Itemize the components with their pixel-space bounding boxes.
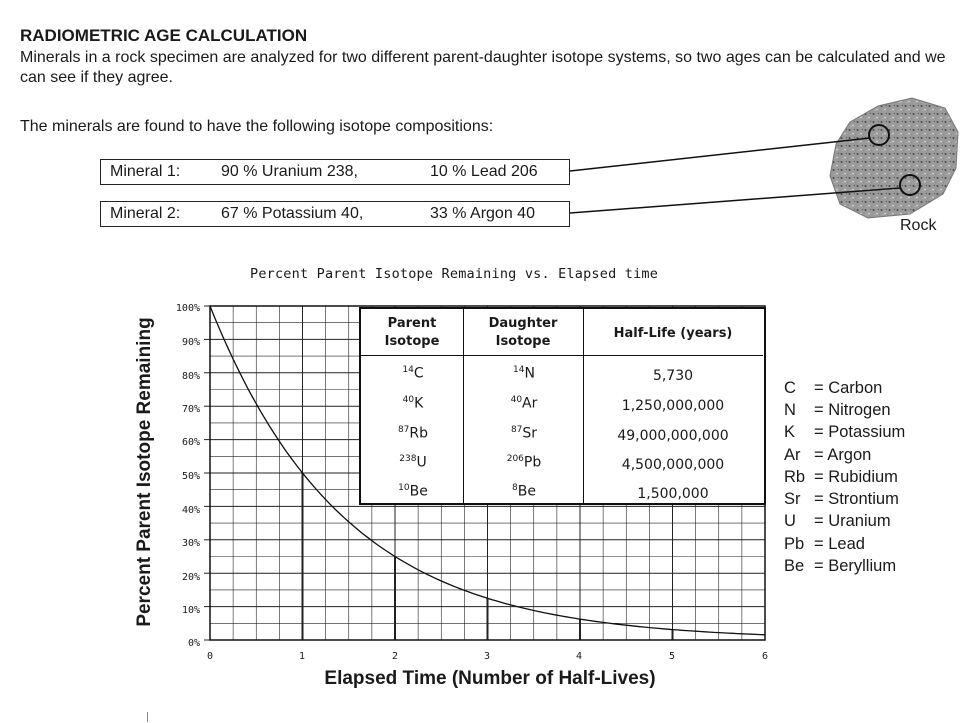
element-key-row <box>784 490 899 509</box>
lead-text: The minerals are found to have the following isotope compositions: <box>20 118 494 135</box>
element-key-row <box>784 401 891 420</box>
x-tick-label: 5 <box>668 651 676 662</box>
element-key-row <box>784 557 896 576</box>
mineral-2-label: Mineral 2: <box>110 205 181 222</box>
element-key-row <box>784 468 898 487</box>
header-daughter-line2: Isotope <box>495 334 551 349</box>
mineral-1-label: Mineral 1: <box>110 163 181 180</box>
element-key-row <box>784 446 871 465</box>
page-title: RADIOMETRIC AGE CALCULATION <box>20 26 308 45</box>
element-symbol: Sr <box>784 490 801 508</box>
element-key-row <box>784 423 905 442</box>
rock-shape <box>830 98 958 218</box>
daughter-isotope: $^{40}$Ar <box>510 395 538 412</box>
y-tick-label: 30% <box>181 538 200 549</box>
mineral-1-daughter: 10 % Lead 206 <box>430 163 538 180</box>
parent-isotope: $^{14}$C <box>402 365 424 382</box>
half-life-value: 4,500,000,000 <box>621 457 725 473</box>
mineral-2-parent: 67 % Potassium 40, <box>221 205 364 222</box>
parent-isotope: $^{87}$Rb <box>397 425 429 442</box>
y-tick-label: 40% <box>181 505 200 516</box>
parent-isotope: $^{238}$U <box>399 454 427 471</box>
element-symbol: K <box>784 423 796 441</box>
chart-title: Percent Parent Isotope Remaining vs. Elapsed time <box>250 266 659 282</box>
y-tick-label: 100% <box>175 303 200 314</box>
connector-line-1 <box>570 138 870 171</box>
header-parent-line2: Isotope <box>384 334 440 349</box>
x-axis-label: Elapsed Time (Number of Half-Lives) <box>324 668 656 689</box>
mineral-2-daughter: 33 % Argon 40 <box>430 205 535 222</box>
parent-isotope: $^{40}$K <box>402 395 424 412</box>
y-tick-label: 50% <box>181 471 200 482</box>
daughter-isotope: $^{206}$Pb <box>506 454 542 471</box>
header-daughter <box>463 309 583 356</box>
element-symbol: Pb <box>784 535 805 553</box>
x-tick-label: 0 <box>206 651 214 662</box>
element-key-row <box>784 512 891 531</box>
element-name: = Beryllium <box>814 557 897 575</box>
x-tick-label: 1 <box>298 651 306 662</box>
half-life-value: 1,500,000 <box>637 486 709 502</box>
x-tick-label: 3 <box>483 651 491 662</box>
y-tick-label: 70% <box>181 404 200 415</box>
header-halflife: Half-Life (years) <box>583 309 763 356</box>
y-tick-label: 80% <box>181 371 200 382</box>
parent-isotope: $^{10}$Be <box>398 483 428 500</box>
isotope-table <box>359 307 766 505</box>
x-tick-label: 6 <box>761 651 769 662</box>
page-mark <box>147 712 148 722</box>
table-divider <box>463 309 464 503</box>
intro-text: Minerals in a rock specimen are analyzed for two different parent-daughter isotope systems, so two ages can be calculated and we can see if they agree. <box>20 49 946 86</box>
element-name: = Rubidium <box>814 468 898 486</box>
y-tick-label: 0% <box>187 638 200 649</box>
element-symbol: C <box>784 379 796 397</box>
element-symbol: Rb <box>784 468 806 486</box>
element-key-row <box>784 379 882 398</box>
header-daughter-line1: Daughter <box>488 316 558 331</box>
daughter-isotope: $^{87}$Sr <box>510 425 538 442</box>
y-tick-label: 10% <box>181 605 200 616</box>
x-tick-label: 4 <box>575 651 583 662</box>
element-symbol: U <box>784 512 796 530</box>
element-symbol: Be <box>784 557 805 575</box>
y-axis-label: Percent Parent Isotope Remaining <box>134 317 155 627</box>
y-tick-label: 20% <box>181 572 200 583</box>
element-name: = Carbon <box>814 379 883 397</box>
element-name: = Nitrogen <box>814 401 891 419</box>
element-name: = Potassium <box>814 423 906 441</box>
table-divider <box>583 309 584 503</box>
element-symbol: N <box>784 401 796 419</box>
mineral-1-parent: 90 % Uranium 238, <box>221 163 358 180</box>
header-parent-line1: Parent <box>387 316 437 331</box>
element-name: = Argon <box>814 446 872 464</box>
element-name: = Strontium <box>814 490 899 508</box>
x-tick-label: 2 <box>391 651 399 662</box>
half-life-value: 49,000,000,000 <box>617 428 729 444</box>
half-life-value: 5,730 <box>652 368 694 384</box>
element-name: = Uranium <box>814 512 891 530</box>
element-name: = Lead <box>814 535 865 553</box>
daughter-isotope: $^{14}$N <box>513 365 535 382</box>
rock-illustration <box>0 0 977 260</box>
element-symbol: Ar <box>784 446 801 464</box>
element-key-row <box>784 535 865 554</box>
daughter-isotope: $^8$Be <box>512 483 536 500</box>
half-life-value: 1,250,000,000 <box>621 398 725 414</box>
rock-label: Rock <box>900 217 937 234</box>
header-parent <box>361 309 463 356</box>
y-tick-label: 90% <box>181 337 200 348</box>
y-tick-label: 60% <box>181 437 200 448</box>
